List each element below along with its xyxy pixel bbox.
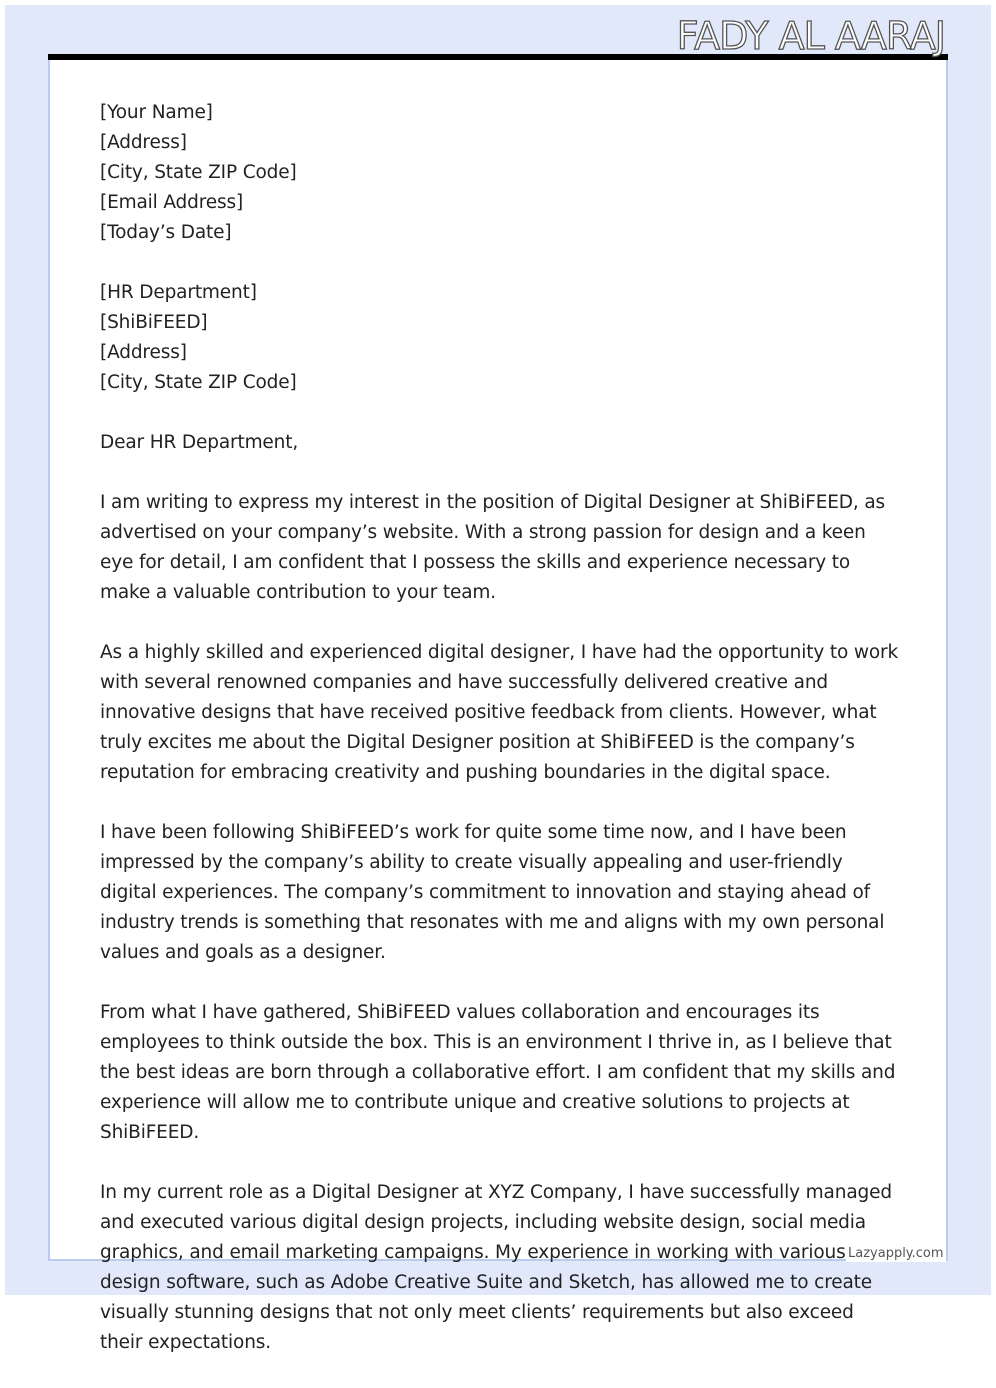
- recipient-department: [HR Department]: [100, 282, 257, 303]
- spacer: [100, 248, 900, 278]
- body-paragraph: In my current role as a Digital Designer at XYZ Company, I have successfully managed and executed various digital design projects, including website design, social media graphics, and email marketing campaigns. My experience in working with various design software, such as Adobe Creative Suite and Sketch, has allowed me to create visually stunning designs that not only meet clients’ requirements but also exceed their expectations.: [100, 1182, 892, 1353]
- body-paragraph: I have been following ShiBiFEED’s work for quite some time now, and I have been impressed by the company’s ability to create visually appealing and user-friendly digital experiences. The company’s commitment to innovation and staying ahead of industry trends is something that resonates with me and aligns with my own personal values and goals as a designer.: [100, 822, 885, 963]
- recipient-city: [City, State ZIP Code]: [100, 372, 297, 393]
- recipient-address: [Address]: [100, 342, 187, 363]
- watermark-link[interactable]: Lazyapply.com: [848, 1246, 944, 1261]
- sender-date: [Today’s Date]: [100, 222, 232, 243]
- sender-block: [100, 98, 900, 248]
- applicant-name-title: FADY AL AARAJ: [676, 14, 945, 58]
- sender-email: [Email Address]: [100, 192, 244, 213]
- recipient-block: [100, 278, 900, 398]
- body-paragraph: As a highly skilled and experienced digital designer, I have had the opportunity to work with several renowned companies and have successfully delivered creative and innovative designs that have received positive feedback from clients. However, what truly excites me about the Digital Designer position at ShiBiFEED is the company’s reputation for embracing creativity and pushing boundaries in the digital space.: [100, 642, 899, 783]
- body-paragraph: From what I have gathered, ShiBiFEED values collaboration and encourages its employees to think outside the box. This is an environment I thrive in, as I believe that the best ideas are born through a collaborative effort. I am confident that my skills and experience will allow me to contribute unique and creative solutions to projects at ShiBiFEED.: [100, 1002, 896, 1143]
- sender-address: [Address]: [100, 132, 187, 153]
- cover-letter-body: [100, 98, 900, 1388]
- sender-city: [City, State ZIP Code]: [100, 162, 297, 183]
- sender-name: [Your Name]: [100, 102, 213, 123]
- salutation: Dear HR Department,: [100, 432, 299, 453]
- spacer: [100, 398, 900, 428]
- recipient-company: [ShiBiFEED]: [100, 312, 208, 333]
- body-paragraph: I am writing to express my interest in the position of Digital Designer at ShiBiFEED, as advertised on your company’s website. With a strong passion for design and a keen eye for detail, I am confident that I possess the skills and experience necessary to make a valuable contribution to your team.: [100, 492, 886, 603]
